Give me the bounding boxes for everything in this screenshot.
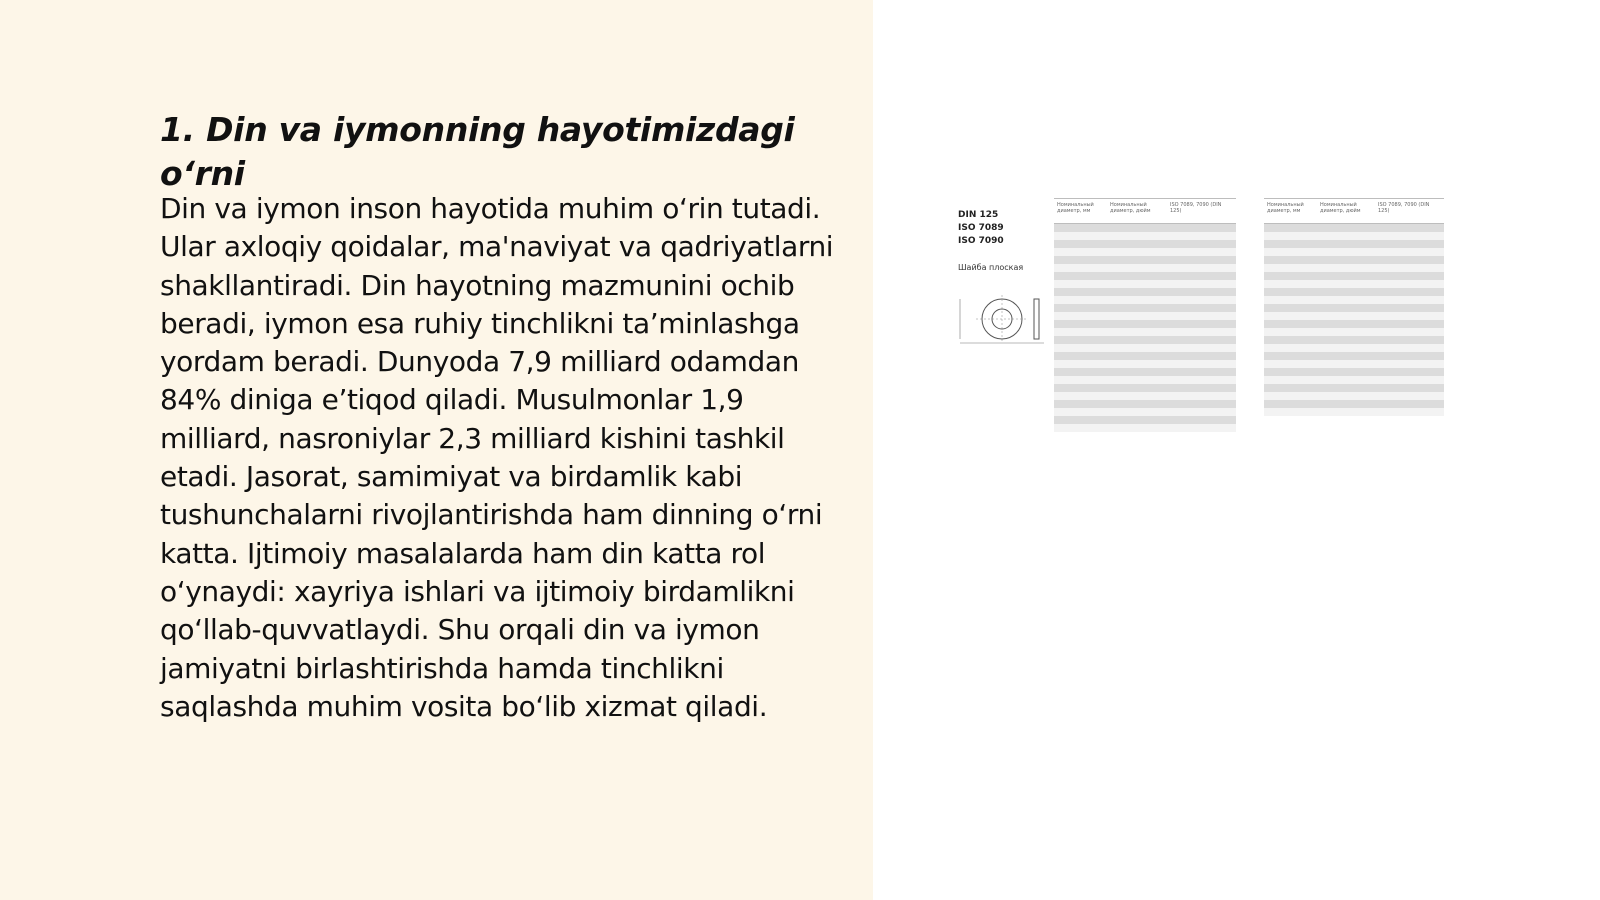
table-row — [1264, 296, 1444, 304]
standard-label: ISO 7090 — [958, 236, 1004, 246]
table-row — [1054, 392, 1236, 400]
table-row — [1264, 376, 1444, 384]
table-row — [1264, 272, 1444, 280]
table-row — [1264, 232, 1444, 240]
table-row — [1264, 384, 1444, 392]
table-rows — [1264, 224, 1444, 416]
table-row — [1054, 232, 1236, 240]
table-row — [1264, 288, 1444, 296]
washer-spec-figure — [952, 198, 1457, 430]
slide-content — [160, 108, 850, 726]
table-row — [1264, 336, 1444, 344]
table-header-cell: Номинальный диаметр, мм — [1267, 202, 1304, 214]
table-row — [1054, 360, 1236, 368]
table-row — [1264, 368, 1444, 376]
table-row — [1054, 272, 1236, 280]
table-header — [1054, 199, 1236, 224]
table-row — [1054, 352, 1236, 360]
table-row — [1264, 392, 1444, 400]
table-row — [1054, 304, 1236, 312]
table-row — [1054, 224, 1236, 232]
table-row — [1054, 408, 1236, 416]
table-row — [1264, 360, 1444, 368]
slide-body-text: Din va iymon inson hayotida muhim o‘rin tutadi. Ular axloqiy qoidalar, ma'naviyat va qadriyatlarni shakllantiradi. Din hayotning mazmunini ochib beradi, iymon esa ruhiy tinchlikni ta’minlashga yordam beradi. Dunyoda 7,9 milliard odamdan 84% diniga e’tiqod qiladi. Musulmonlar 1,9 milliard, nasroniylar 2,3 milliard kishini tashkil etadi. Jasorat, samimiyat va birdamlik kabi tushunchalarni rivojlantirishda ham dinning o‘rni katta. Ijtimoiy masalalarda ham din katta rol o‘ynaydi: xayriya ishlari va ijtimoiy birdamlikni qo‘llab-quvvatlaydi. Shu orqali din va iymon jamiyatni birlashtirishda hamda tinchlikni saqlashda muhim vosita bo‘lib xizmat qiladi. — [160, 192, 834, 723]
table-row — [1054, 328, 1236, 336]
table-row — [1054, 240, 1236, 248]
figure-caption: Шайба плоская — [958, 263, 1024, 272]
table-row — [1264, 328, 1444, 336]
table-header-cell: Номинальный диаметр, мм — [1057, 202, 1094, 214]
table-row — [1264, 320, 1444, 328]
table-row — [1054, 312, 1236, 320]
table-row — [1264, 344, 1444, 352]
washer-drawing-icon — [954, 293, 1046, 353]
table-row — [1054, 376, 1236, 384]
table-header-cell: ISO 7089, 7090 (DIN 125) — [1378, 202, 1430, 214]
table-row — [1264, 400, 1444, 408]
table-row — [1054, 344, 1236, 352]
table-row — [1054, 336, 1236, 344]
table-row — [1054, 256, 1236, 264]
table-row — [1054, 416, 1236, 424]
standard-label: DIN 125 — [958, 210, 999, 220]
table-row — [1054, 368, 1236, 376]
standard-label: ISO 7089 — [958, 223, 1004, 233]
table-row — [1264, 304, 1444, 312]
table-header-cell: Номинальный диаметр, дюйм — [1320, 202, 1361, 214]
spec-table-right — [1264, 198, 1444, 416]
table-row — [1054, 400, 1236, 408]
table-row — [1264, 312, 1444, 320]
table-row — [1054, 384, 1236, 392]
slide-title: 1. Din va iymonning hayotimizdagi o‘rni — [160, 110, 795, 193]
table-row — [1264, 256, 1444, 264]
table-row — [1264, 280, 1444, 288]
table-row — [1264, 408, 1444, 416]
table-row — [1054, 320, 1236, 328]
table-row — [1264, 224, 1444, 232]
table-row — [1264, 264, 1444, 272]
table-row — [1054, 288, 1236, 296]
table-row — [1264, 240, 1444, 248]
table-row — [1054, 424, 1236, 432]
table-row — [1264, 248, 1444, 256]
table-row — [1054, 296, 1236, 304]
table-row — [1054, 280, 1236, 288]
table-header-cell: Номинальный диаметр, дюйм — [1110, 202, 1151, 214]
table-row — [1054, 248, 1236, 256]
spec-table-left — [1054, 198, 1236, 432]
table-rows — [1054, 224, 1236, 432]
table-header — [1264, 199, 1444, 224]
table-header-cell: ISO 7089, 7090 (DIN 125) — [1170, 202, 1222, 214]
table-row — [1054, 264, 1236, 272]
table-row — [1264, 352, 1444, 360]
